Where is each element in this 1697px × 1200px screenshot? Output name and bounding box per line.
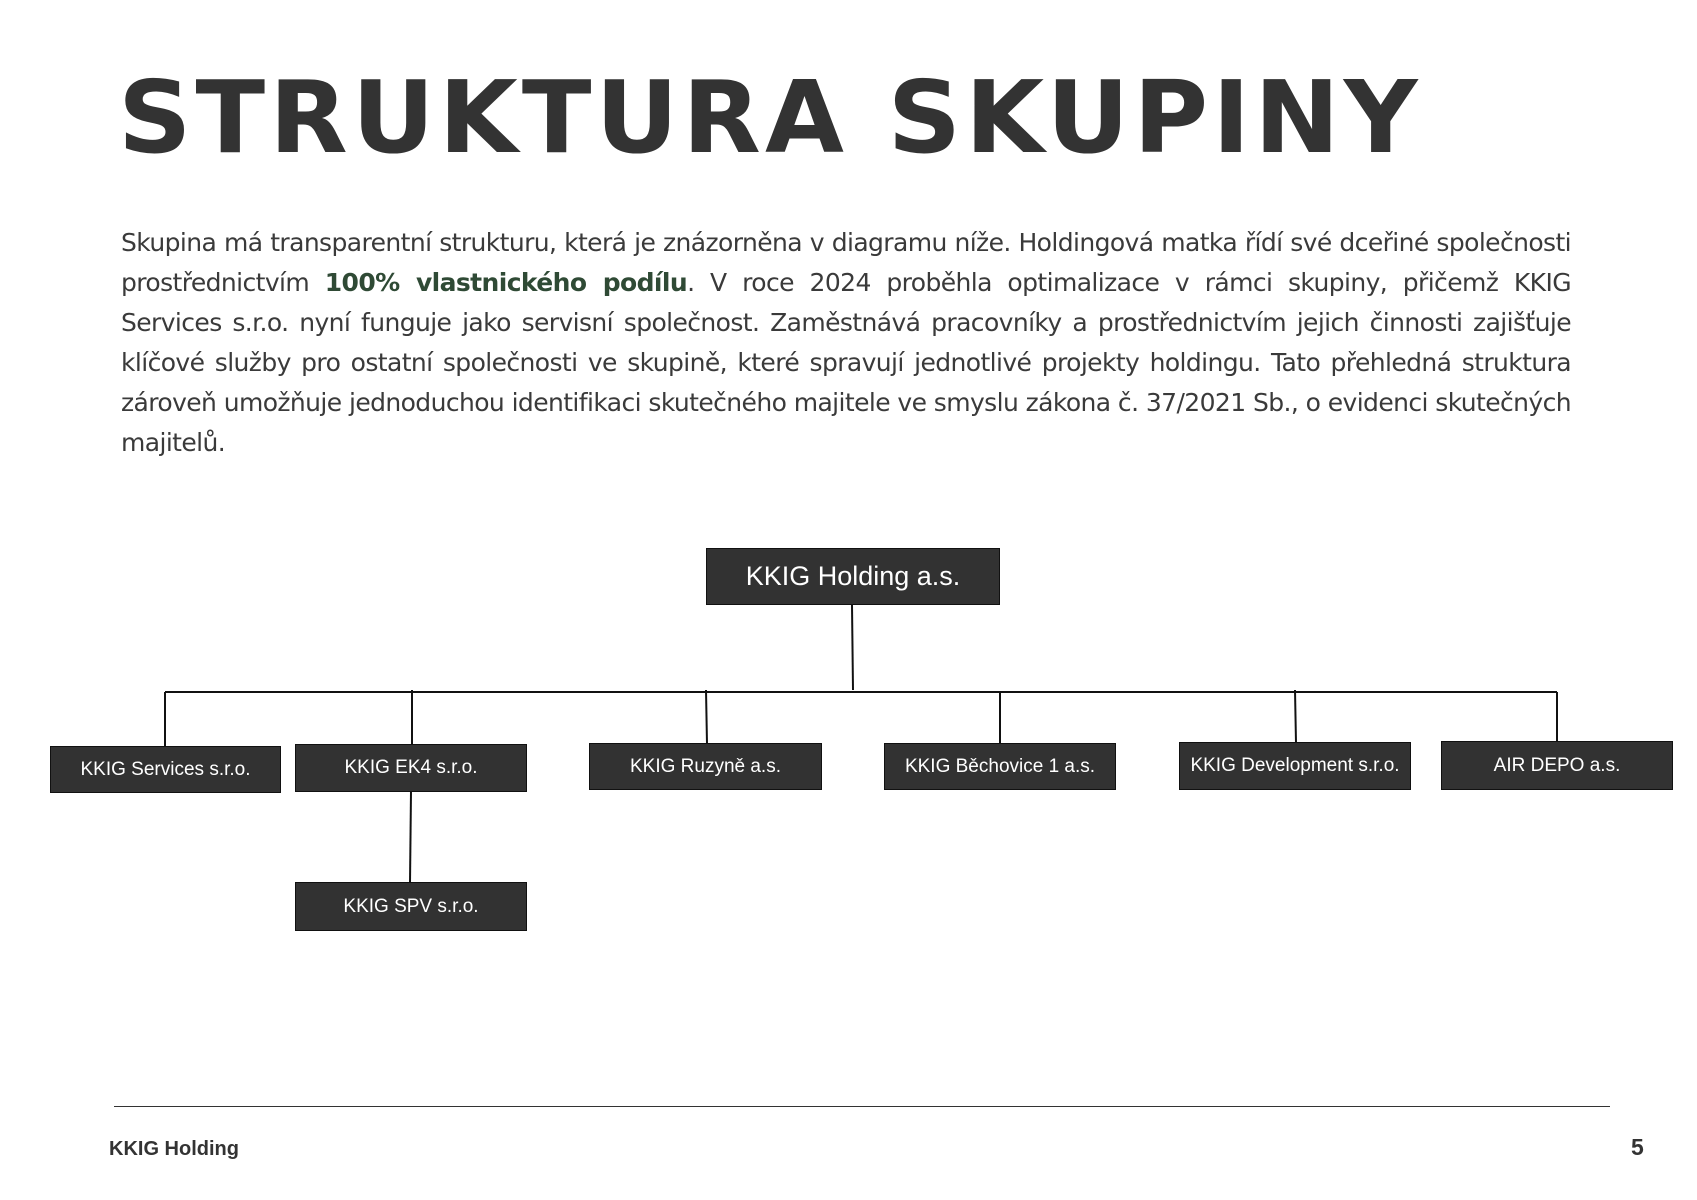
org-box-airdepo: AIR DEPO a.s. (1441, 741, 1673, 790)
footer-brand: KKIG Holding (109, 1138, 239, 1160)
org-box-ek4: KKIG EK4 s.r.o. (295, 744, 527, 792)
intro-text-end: . V roce 2024 proběhla optimalizace v rámci skupiny, přičemž KKIG Services s.r.o. nyní funguje jako servisní společnost. Zaměstnává pracovníky a prostřednictvím jejich činnosti zajišťuje klíčové služby pro ostatní společnosti ve skupině, které spravují jednotlivé projekty holdingu. Tato přehledná struktura zároveň umožňuje jednoduchou identifikaci skutečného majitele ve smyslu zákona č. 37/2021 Sb., o evidenci skutečných majitelů. (121, 268, 1571, 457)
intro-highlight: 100% vlastnického podílu (324, 268, 688, 297)
footer-divider (114, 1106, 1610, 1107)
intro-text-start: Skupina má transparentní strukturu, která je znázorněna v diagramu níže. Holdingová matka řídí své dceřiné společnosti prostřednictvím (121, 228, 1571, 297)
org-box-development: KKIG Development s.r.o. (1179, 742, 1411, 790)
org-box-services: KKIG Services s.r.o. (50, 746, 281, 793)
ruzyne-connector (706, 690, 707, 744)
page-number: 5 (1631, 1134, 1644, 1160)
org-box-ruzyne: KKIG Ruzyně a.s. (589, 743, 822, 790)
development-connector (1295, 690, 1296, 743)
root-connector (852, 605, 853, 690)
org-box-spv: KKIG SPV s.r.o. (295, 882, 527, 931)
org-box-holding: KKIG Holding a.s. (706, 548, 1000, 605)
page-title: STRUKTURA SKUPINY (118, 59, 1422, 176)
org-box-bechovice: KKIG Běchovice 1 a.s. (884, 743, 1116, 790)
spv-connector (410, 791, 411, 883)
